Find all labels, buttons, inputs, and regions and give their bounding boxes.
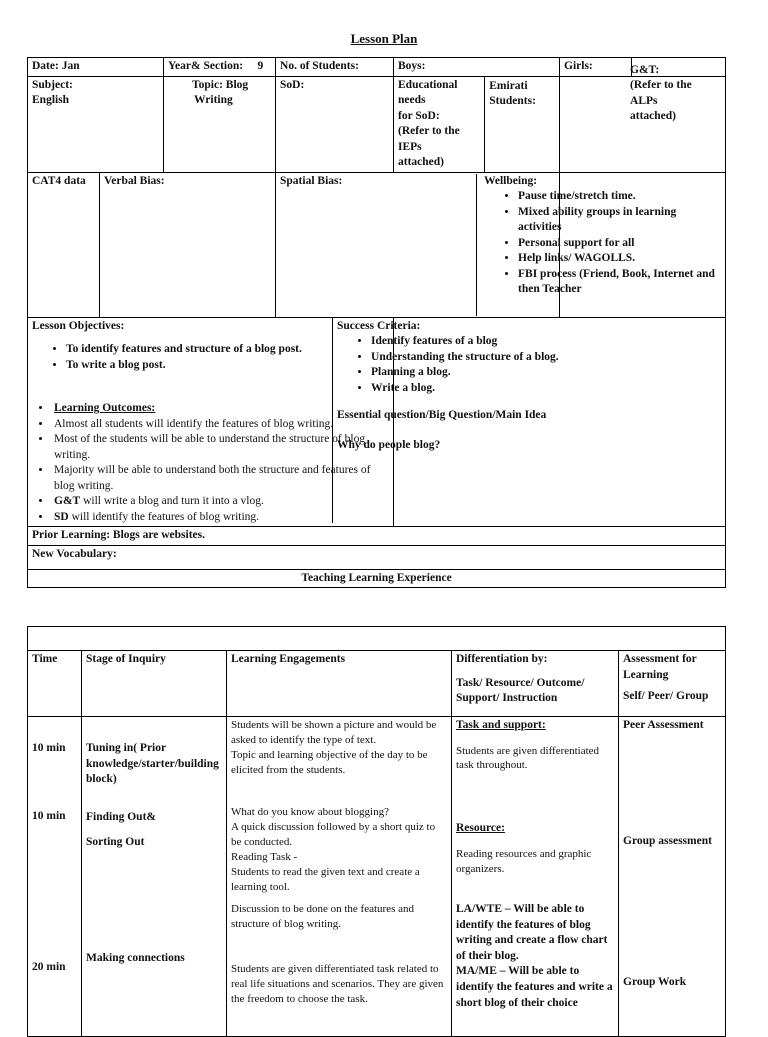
time-header: Time bbox=[28, 651, 82, 717]
new-vocabulary-cell: New Vocabulary: bbox=[28, 545, 726, 569]
differentiation-col: Task and support: Students are given differentiated task throughout. Resource: Reading resources and graphic organizers. LA/WTE – Will be able to identify the features of blog writing and create a flow chart of their blog. MA/ME – Will be able to identify the features and write a short blog of their choice bbox=[452, 717, 619, 1037]
assessment-col: Peer Assessment Group assessment Group Work bbox=[619, 717, 726, 1037]
stage-col: Tuning in( Prior knowledge/starter/building block) Finding Out& Sorting Out Making connections bbox=[82, 717, 227, 1037]
engagements-col: Students will be shown a picture and would be asked to identify the type of text. Topic and learning objective of the day to be elicited from the students. What do you know about blogging? A quick discussion followed by a short quiz to be conducted. Reading Task - Students to read the given text and create a learning tool. Discussion to be done on the features and structure of blog writing. Students are given differentiated task related to real life situations and scenarios. They are given the freedom to choose the task. bbox=[227, 717, 452, 1037]
topic-cell: Topic: Blog Writing bbox=[164, 76, 276, 172]
tle-heading: Teaching Learning Experience bbox=[28, 569, 726, 588]
wellbeing-cell: Wellbeing: • Pause time/stretch time. • Mixed ability groups in learning activities • Personal support for all • Help links/ WAGOLLS. • FBI process (Friend, Book, Internet and then Teacher bbox=[560, 172, 726, 317]
year-section-cell: Year& Section: 9 bbox=[164, 58, 276, 77]
prior-learning-cell: Prior Learning: Blogs are websites. bbox=[28, 527, 726, 546]
gt-cell: G&T: (Refer to the ALPs attached) bbox=[560, 76, 726, 172]
success-criteria-cell: Success Criteria: • Identify features of a blog • Understanding the structure of a blog. • Planning a blog. • Write a blog. Essential question/Big Question/Main Idea Why do people blog? bbox=[394, 317, 726, 527]
stage-header: Stage of Inquiry bbox=[82, 651, 227, 717]
teaching-table-top bbox=[28, 627, 726, 651]
engagements-header: Learning Engagements bbox=[227, 651, 452, 717]
verbal-bias-cell: Verbal Bias: bbox=[100, 172, 276, 317]
page-title: Lesson Plan bbox=[350, 31, 418, 46]
subject-cell: Subject: English bbox=[28, 76, 164, 172]
lesson-objectives-cell: Lesson Objectives: • To identify features and structure of a blog post. • To write a blog post. • Learning Outcomes: • Almost all students will identify the features of blog writing. • Most of the students will be able to understand the structure of blog writing. • Majority will be able to understand both the structure and features of blog writing. • G&T will write a blog and turn it into a vlog. • SD will identify the features of blog writing. bbox=[28, 317, 394, 527]
lesson-plan-table bbox=[27, 57, 726, 588]
spatial-bias-cell: Spatial Bias: bbox=[276, 172, 560, 317]
teaching-table bbox=[27, 626, 726, 1037]
differentiation-header: Differentiation by: Task/ Resource/ Outcome/ Support/ Instruction bbox=[452, 651, 619, 717]
students-cell: No. of Students: bbox=[276, 58, 394, 77]
edu-needs-cell: Educational needs for SoD: (Refer to the IEPs attached) Emirati Students: bbox=[394, 76, 560, 172]
sod-cell: SoD: bbox=[276, 76, 394, 172]
boys-cell: Boys: bbox=[394, 58, 560, 77]
assessment-header: Assessment for Learning Self/ Peer/ Group bbox=[619, 651, 726, 717]
time-col: 10 min 10 min 20 min bbox=[28, 717, 82, 1037]
date-cell: Date: Jan bbox=[28, 58, 164, 77]
cat4-cell: CAT4 data bbox=[28, 172, 100, 317]
girls-cell: Girls: bbox=[560, 58, 632, 77]
